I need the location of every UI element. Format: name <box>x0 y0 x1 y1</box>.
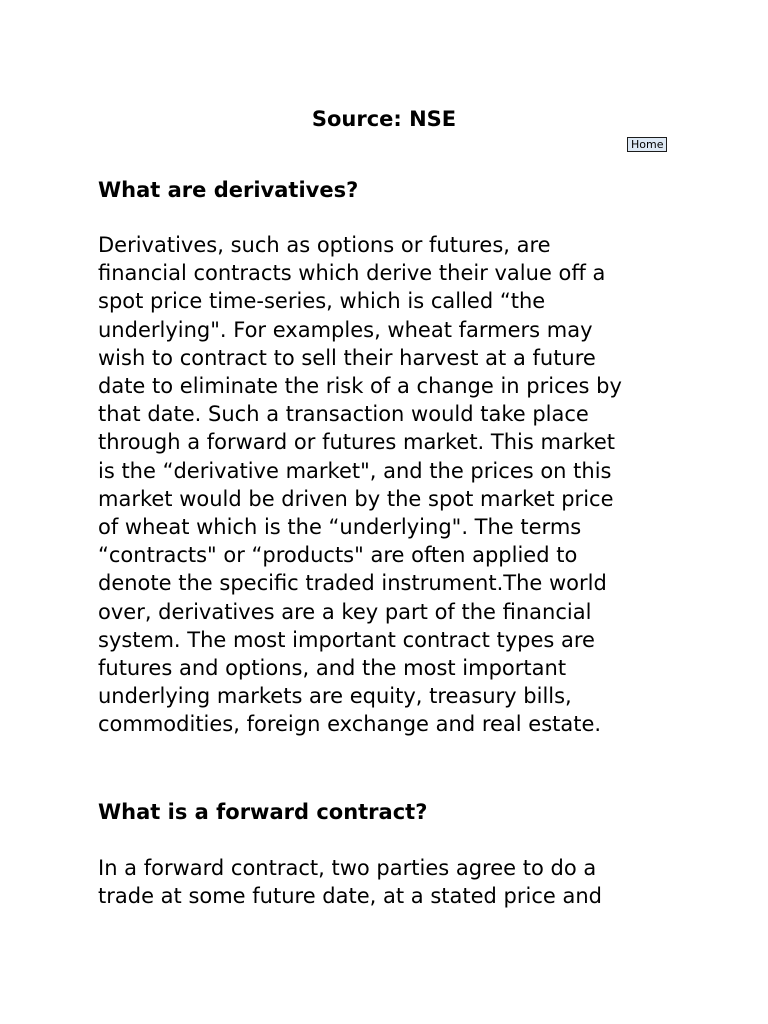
section-body-derivatives: Derivatives, such as options or futures, are financial contracts which derive their value off a spot price time-series, which is called “the underlying". For examples, wheat farmers may wish to contract to sell their harvest at a future date to eliminate the risk of a change in prices by that date. Such a transaction would take place through a forward or futures market. This market is the “derivative market", and the prices on this market would be driven by the spot market price of wheat which is the “underlying". The terms “contracts" or “products" are often applied to denote the specific traded instrument.The world over, derivatives are a key part of the financial system. The most important contract types are futures and options, and the most important underlying markets are equity, treasury bills, commodities, foreign exchange and real estate. <box>98 233 622 737</box>
section-heading-derivatives: What are derivatives? <box>98 178 359 202</box>
home-button[interactable]: Home <box>627 137 667 152</box>
section-body-forward-contract: In a forward contract, two parties agree to do a trade at some future date, at a stated price and <box>98 856 602 909</box>
section-heading-forward-contract: What is a forward contract? <box>98 800 428 824</box>
source-title: Source: NSE <box>311 107 457 131</box>
